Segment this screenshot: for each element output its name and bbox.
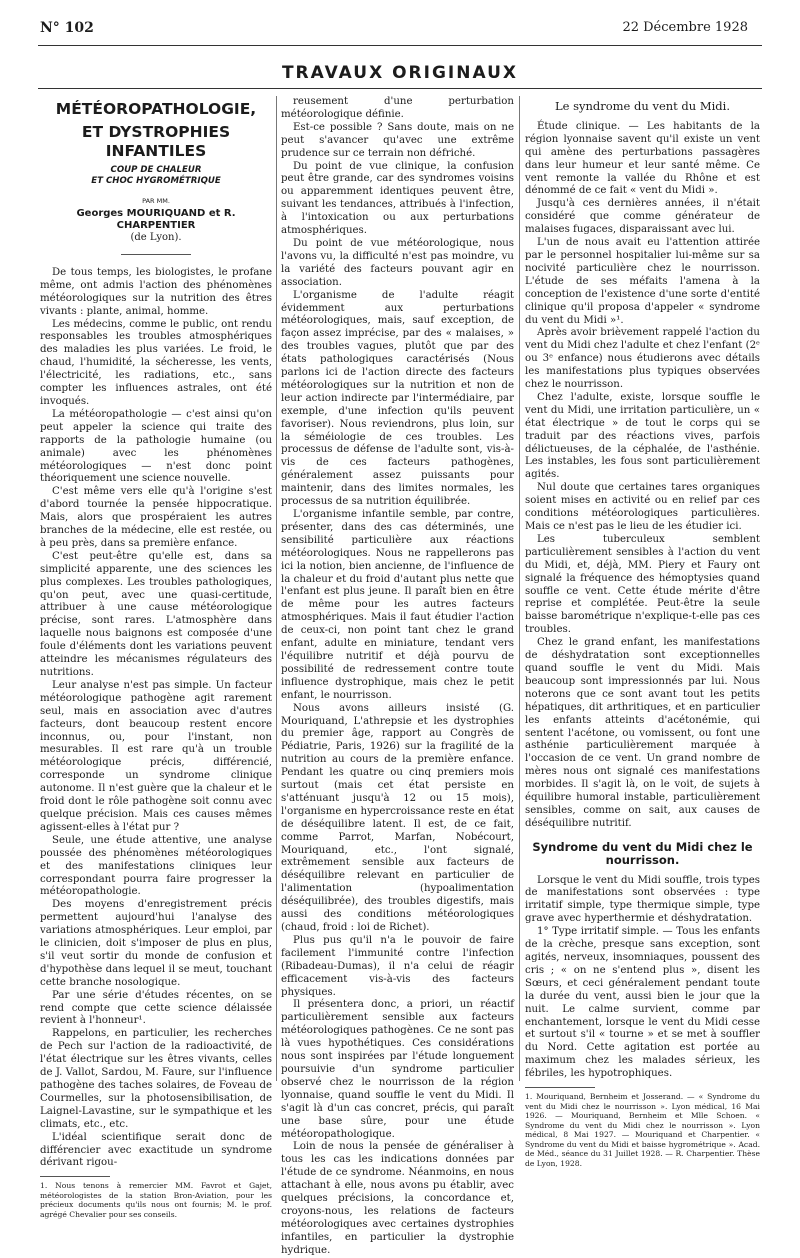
- footnote-col1: 1. Nous tenons à remercier MM. Favrot et Gajet, météorologistes de la station Bron-Aviation, pour les précieux documents qu'ils nous ont fournis; M. le prof. agrégé Chevalier pour ses conseils.: [40, 1181, 272, 1219]
- paragraph: Seule, une étude attentive, une analyse poussée des phénomènes météorologiques et des manifestations cliniques leur correspondant pourra faire progresser la météoropathologie.: [40, 834, 272, 898]
- paragraph: Étude clinique. — Les habitants de la région lyonnaise savent qu'il existe un vent qui amène des perturbations passagères dans leur humeur et leur santé même. Ce vent remonte la vallée du Rhône et est dénommé de ce fait « vent du Midi ».: [525, 120, 760, 197]
- column-2-body: [281, 96, 514, 1258]
- column-3-body-b: [525, 875, 760, 1082]
- paragraph: Plus pus qu'il n'a le pouvoir de faire facilement l'immunité contre l'infection (Ribadeau-Dumas), il n'a celui de réagir efficacement vis-à-vis des facteurs physiques.: [281, 934, 514, 998]
- paragraph: Du point de vue clinique, la confusion peut être grande, car des syndromes voisins ou apparemment identiques peuvent être, suivant les tendances, attribués à l'infection, à l'intoxication ou aux perturbations atmosphériques.: [281, 160, 514, 237]
- paragraph: Nul doute que certaines tares organiques soient mises en activité ou en relief par ces conditions météorologiques particulières. Mais ce n'est pas le lieu de les étudier ici.: [525, 482, 760, 532]
- column-3: [525, 96, 760, 1168]
- title-rule: [121, 254, 191, 255]
- section-rule: [38, 88, 762, 89]
- page-header: [0, 20, 800, 40]
- section-title: TRAVAUX ORIGINAUX: [281, 63, 519, 83]
- footnote-rule: [40, 1176, 110, 1177]
- column-1: [40, 96, 272, 1219]
- article-subtitle-line-2: ET CHOC HYGROMÉTRIQUE: [91, 176, 221, 186]
- paragraph: De tous temps, les biologistes, le profane même, ont admis l'action des phénomènes météorologiques sur la nutrition des êtres vivants : plante, animal, homme.: [40, 266, 272, 317]
- header-rule: [38, 45, 762, 46]
- section-heading-vent-du-midi: Le syndrome du vent du Midi.: [554, 99, 731, 113]
- paragraph: Nous avons ailleurs insisté (G. Mouriquand, L'athrepsie et les dystrophies du premier âge, rapport au Congrès de Pédiatrie, Paris, 1926) sur la fragilité de la nutrition au cours de la première enfance. Pendant les quatre ou cinq premiers mois surtout (mais cet état persiste en s'atténuant jusqu'à 12 ou 15 mois), l'organisme en hypercroissance reste en état de déséquilibre latent. Il est, de ce fait, comme Parrot, Marfan, Nobécourt, Mouriquand, etc., l'ont signalé, extrêmement sensible aux facteurs de déséquilibre relevant en particulier de l'alimentation (hypoalimentation déséquilibrée), des troubles digestifs, mais aussi des conditions météorologiques (chaud, froid : loi de Richet).: [281, 702, 514, 933]
- column-divider-2: [519, 96, 520, 1081]
- paragraph: 1° Type irritatif simple. — Tous les enfants de la crèche, presque sans exception, sont agités, nerveux, insomniaques, poussent des cris ; « on ne s'entend plus », disent les Sœurs, et ceci généralement pendant toute la durée du vent, aussi bien le jour que la nuit. Le calme survient, comme par enchantement, lorsque le vent du Midi cesse et surtout s'il « tourne » et se met à souffler du Nord. Cette agitation est portée au maximum chez les malades sérieux, les fébriles, les hypotrophiques.: [525, 926, 760, 1080]
- paragraph: Par une série d'études récentes, on se rend compte que cette science délaissée revient à l'honneur¹.: [40, 989, 272, 1027]
- paragraph: Est-ce possible ? Sans doute, mais on ne peut s'avancer qu'avec une extrême prudence sur ce terrain non défriché.: [281, 121, 514, 159]
- paragraph: C'est peut-être qu'elle est, dans sa simplicité apparente, une des sciences les plus complexes. Les troubles pathologiques, qu'on peut, avec une quasi-certitude, attribuer à une cause météorologique précise, sont rares. L'atmosphère dans laquelle nous baignons est composée d'une foule d'éléments dont les variations peuvent atteindre les mécanismes régulateurs des nutritions.: [40, 550, 272, 678]
- paragraph: reusement d'une perturbation météorologique définie.: [281, 96, 514, 120]
- paragraph: L'organisme infantile semble, par contre, présenter, dans des cas déterminés, une sensibilité particulière aux réactions météorologiques. Nous ne rappellerons pas ici la notion, bien ancienne, de l'influence de la chaleur et du froid d'autant plus nette que l'enfant est plus jeune. Il paraît bien en être de même pour les autres facteurs atmosphériques. Mais il faut étudier l'action de ceux-ci, non point tant chez le grand enfant, adulte en miniature, tendant vers l'équilibre nutritif et déjà pourvu de possibilité de redressement contre toute influence dystrophique, mais chez le petit enfant, le nourrisson.: [281, 509, 514, 701]
- column-divider-1: [276, 96, 277, 1081]
- paragraph: Jusqu'à ces dernières années, il n'était considéré que comme générateur de malaises fugaces, disparaissant avec lui.: [525, 198, 760, 236]
- par-mm: PAR MM.: [142, 197, 170, 205]
- author-affiliation: (de Lyon).: [130, 231, 182, 243]
- paragraph: C'est même vers elle qu'à l'origine s'est d'abord tournée la pensée hippocratique. Mais, alors que prospéraient les autres branches de la médecine, elle est restée, ou à peu près, dans sa première enfance.: [40, 486, 272, 549]
- footnote-col3: 1. Mouriquand, Bernheim et Josserand. — « Syndrome du vent du Midi chez le nourrisson ». Lyon médical, 16 Mai 1926. — Mouriquand, Bernheim et Mlle Schoen. « Syndrome du vent du Midi chez le nourrisson ». Lyon médical, 8 Mai 1927. — Mouriquand et Charpentier. « Syndrome du vent du Midi et baisse hygrométrique ». Acad. de Méd., séance du 31 Juillet 1928. — R. Charpentier. Thèse de Lyon, 1928.: [525, 1092, 760, 1168]
- paragraph: Lorsque le vent du Midi souffle, trois types de manifestations sont observées : type irritatif simple, type thermique simple, type grave avec hyperthermie et déshydratation.: [525, 874, 760, 925]
- paragraph: L'idéal scientifique serait donc de différencier avec exactitude un syndrome dérivant rigou-: [40, 1131, 272, 1169]
- paragraph: Après avoir brièvement rappelé l'action du vent du Midi chez l'adulte et chez l'enfant (2ᵉ ou 3ᵉ enfance) nous étudierons avec détails les manifestations plus typiques observées chez le nourrisson.: [525, 327, 760, 391]
- paragraph: Les tuberculeux semblent particulièrement sensibles à l'action du vent du Midi, et, déjà, MM. Piery et Faury ont signalé la fréquence des hémoptysies quand souffle ce vent. Cette étude mérite d'être reprise et complétée. Peut-être la seule baisse barométrique n'explique-t-elle pas ces troubles.: [525, 533, 760, 636]
- paragraph: Il présentera donc, a priori, un réactif particulièrement sensible aux facteurs météorologiques pathogènes. Ce ne sont pas là vues hypothétiques. Ces considérations nous sont inspirées par l'étude longuement poursuivie d'un syndrome particulier observé chez le nourrisson de la région lyonnaise, quand souffle le vent du Midi. Il s'agit là d'un cas concret, précis, qui paraît une base sûre, pour une étude météoropathologique.: [281, 999, 514, 1140]
- column-1-body: [40, 267, 272, 1170]
- column-2: [281, 96, 514, 1258]
- paragraph: La météoropathologie — c'est ainsi qu'on peut appeler la science qui traite des rapports de la pathologie humaine (ou animale) avec les phénomènes météorologiques — n'est donc point théoriquement une science nouvelle.: [40, 408, 272, 485]
- article-title-line-1: MÉTÉOROPATHOLOGIE,: [55, 100, 257, 118]
- article-authors: Georges MOURIQUAND et R. CHARPENTIER: [76, 207, 236, 231]
- issue-number: N° 102: [40, 20, 94, 36]
- paragraph: Les médecins, comme le public, ont rendu responsables les troubles atmosphériques des maladies les plus variées. Le froid, le chaud, l'humidité, la sécheresse, les vents, l'électricité, les radiations, etc., sans compter les influences astrales, ont été invoqués.: [40, 318, 272, 407]
- paragraph: Rappelons, en particulier, les recherches de Pech sur l'action de la radioactivité, de l'état électrique sur les êtres vivants, celles de J. Vallot, Sardou, M. Faure, sur l'influence pathogène des taches solaires, de Foveau de Courmelles, sur la photosensibilisation, de Laignel-Lavastine, sur le sympathique et les climats, etc., etc.: [40, 1028, 272, 1130]
- section-heading-nourrisson: Syndrome du vent du Midi chez le nourrisson.: [532, 839, 753, 867]
- paragraph: Loin de nous la pensée de généraliser à tous les cas les indications données par l'étude de ce syndrome. Néanmoins, en nous attachant à elle, nous avons pu établir, avec quelques précisions, la concordance et, croyons-nous, les relations de facteurs météorologiques avec certaines dystrophies infantiles, en particulier la dystrophie hydrique.: [281, 1141, 514, 1256]
- paragraph: L'un de nous avait eu l'attention attirée par le personnel hospitalier lui-même sur sa nocivité particulière chez le nourrisson. L'étude de ses méfaits l'amena à la conception de l'existence d'une sorte d'entité clinique qu'il proposa d'appeler « syndrome du vent du Midi »¹.: [525, 237, 760, 326]
- paragraph: L'organisme de l'adulte réagit évidemment aux perturbations météorologiques, mais, sauf exception, de façon assez imprécise, par des « malaises, » des troubles vagues, plutôt que par des états pathologiques caractérisés (Nous parlons ici de l'action directe des facteurs météorologiques sur la nutrition et non de leur action indirecte par l'intermédiaire, par exemple, d'une infection qu'ils peuvent favoriser). Nous reviendrons, plus loin, sur la séméiologie de ces troubles. Les processus de défense de l'adulte sont, vis-à-vis de ces facteurs pathogènes, généralement assez puissants pour maintenir, dans des limites normales, les processus de sa nutrition équilibrée.: [281, 289, 514, 508]
- footnote-rule: [525, 1087, 595, 1088]
- paragraph: Chez le grand enfant, les manifestations de déshydratation sont exceptionnelles quand souffle le vent du Midi. Mais beaucoup sont impressionnés par lui. Nous noterons que ce sont avant tout les petits hépatiques, dit arthritiques, et en particulier les enfants atteints d'acétonémie, qui sentent l'acétone, ou vomissent, ou font une asthénie particulièrement marquée à l'occasion de ce vent. Un grand nombre de mères nous ont signalé ces manifestations morbides. Il s'agit là, on le voit, de sujets à équilibre humoral instable, particulièrement sensibles, comme on sait, aux causes de déséquilibre nutritif.: [525, 637, 760, 829]
- paragraph: Des moyens d'enregistrement précis permettent aujourd'hui l'analyse des variations atmosphériques. Leur emploi, par le clinicien, doit s'imposer de plus en plus, s'il veut sortir du monde de confusion et d'hypothèse dans lequel il se meut, touchant cette branche nosologique.: [40, 899, 272, 988]
- column-3-body-a: [525, 121, 760, 831]
- article-subtitle-line-1: COUP DE CHALEUR: [110, 165, 202, 175]
- issue-date: 22 Décembre 1928: [622, 20, 748, 35]
- paragraph: Leur analyse n'est pas simple. Un facteur météorologique pathogène agit rarement seul, mais en association avec d'autres facteurs, dont beaucoup restent encore inconnus, ou, pour l'instant, non mesurables. Il est rare qu'à un trouble météorologique précis, différencié, corresponde un syndrome clinique autonome. Il n'est guère que la chaleur et le froid dont le rôle pathogène soit connu avec quelque précision. Mais ces causes mêmes agissent-elles à l'état pur ?: [40, 679, 272, 833]
- paragraph: Chez l'adulte, existe, lorsque souffle le vent du Midi, une irritation particulière, un « état électrique » de tout le corps qui se traduit par des réactions vives, parfois délictueuses, de la céphalée, de l'asthénie. Les instables, les fous sont particulièrement agités.: [525, 391, 760, 481]
- paragraph: Du point de vue météorologique, nous l'avons vu, la difficulté n'est pas moindre, vu la variété des facteurs pouvant agir en association.: [281, 237, 514, 288]
- article-title-line-2: ET DYSTROPHIES INFANTILES: [81, 123, 231, 160]
